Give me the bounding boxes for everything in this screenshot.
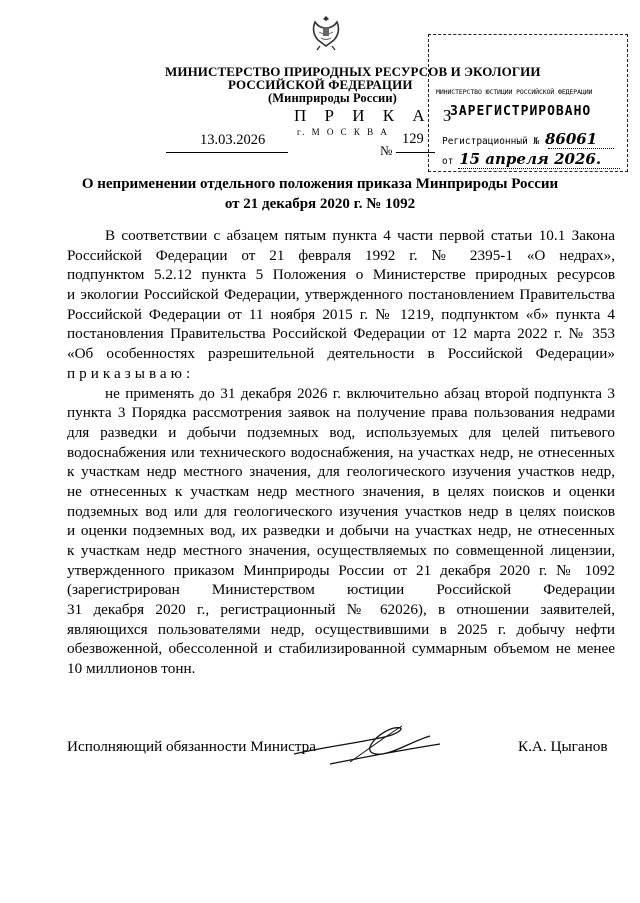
body-line: В соответствии с абзацем пятым пункта 4 части первой статьи 10.1 Закона [105, 227, 615, 244]
body-line: постановления Правительства Российской Федерации от 12 марта 2022 г. № 353 [67, 325, 615, 343]
body-line: не применять до 31 декабря 2026 г. включительно абзац второй подпункта 3 [105, 384, 615, 402]
ministry-name-line1: МИНИСТЕРСТВО ПРИРОДНЫХ РЕСУРСОВ И ЭКОЛОГИИ [165, 64, 541, 79]
body-line: и оценки подземных вод, их разведки и добычи на участках недр, не отнесенных [67, 522, 615, 540]
stamp-reg-number: 86061 [544, 130, 598, 148]
body-line: подпунктом 5.2.12 пункта 5 Положения о Министерстве природных ресурсов [67, 266, 615, 284]
signatory-name: К.А. Цыганов [518, 738, 608, 755]
body-line: утвержденного приказом Минприроды России от 21 декабря 2020 г. № 1092 [67, 561, 615, 579]
body-line: 10 миллионов тонн. [67, 660, 196, 678]
document-title-line1: О неприменении отдельного положения приказа Минприроды России [81, 176, 559, 192]
body-line: обезвоженной, обессоленной и стабилизированной суммарным объемом не менее [67, 640, 615, 658]
body-line: являющихся пользователями недр, осуществившими в 2025 г. добычу нефти [67, 620, 615, 638]
body-line: не отнесенных к участкам недр местного значения, в целях поисков и оценки [67, 482, 615, 500]
body-line: к участкам недр местного значения, осуществляемых по совмещенной лицензии, [67, 542, 615, 559]
stamp-reg-number-row [442, 130, 597, 148]
body-line: водоснабжения или технического водоснабжения, на участках недр, не отнесенных [67, 443, 615, 461]
ministry-name-line2: РОССИЙСКОЙ ФЕДЕРАЦИИ [228, 77, 413, 92]
body-line: (зарегистрирован Министерством юстиции Российской Федерации [67, 581, 615, 599]
number-sign: № [380, 143, 393, 158]
order-date: 13.03.2026 [200, 132, 266, 148]
handwritten-signature [290, 718, 450, 776]
document-title-line2: от 21 декабря 2020 г. № 1092 [224, 196, 416, 212]
stamp-reg-label: Регистрационный № [442, 136, 540, 147]
stamp-date-value: 15 апреля 2026. [459, 150, 602, 168]
body-line: приказываю: [67, 364, 195, 382]
stamp-date-underline [458, 168, 620, 169]
body-line: 31 декабря 2020 г., регистрационный № 62026), в отношении заявителей, [67, 601, 615, 619]
body-line: Российской Федерации от 21 февраля 1992 г. № 2395-1 «О недрах», [67, 246, 615, 264]
date-underline [166, 152, 288, 153]
body-line: Российской Федерации от 11 ноября 2015 г. № 1219, подпунктом «б» пункта 4 [67, 305, 615, 323]
body-line: пункта 3 Порядка рассмотрения заявок на получение права пользования недрами [67, 404, 615, 422]
stamp-reg-underline [548, 148, 614, 149]
stamp-ministry-line: МИНИСТЕРСТВО ЮСТИЦИИ РОССИЙСКОЙ ФЕДЕРАЦИИ [436, 88, 593, 96]
stamp-date-label: от [442, 156, 454, 167]
body-line: и экологии Российской Федерации, утвержденного постановлением Правительства [67, 286, 615, 304]
signatory-position: Исполняющий обязанности Министра [67, 738, 316, 755]
body-line: для разведки и добычи подземных вод, используемых для целей питьевого [67, 423, 615, 441]
document-type: П Р И К А З [294, 106, 459, 125]
stamp-registered-label: ЗАРЕГИСТРИРОВАНО [450, 104, 592, 119]
document-body [67, 226, 615, 679]
body-line: «Об особенностях разрешительной деятельности в Российской Федерации» [67, 345, 615, 363]
order-city: г. М О С К В А [297, 127, 390, 137]
body-line: к участкам недр местного значения, для геологического изучения участков недр, [67, 463, 615, 481]
order-number: 129 [402, 131, 424, 147]
registration-stamp [428, 34, 628, 172]
body-line: подземных вод или для геологического изучения участков недр в целях поисков [67, 502, 615, 520]
ministry-short-name: (Минприроды России) [268, 91, 397, 105]
coat-of-arms-emblem [309, 12, 343, 52]
stamp-date-row [442, 150, 601, 168]
